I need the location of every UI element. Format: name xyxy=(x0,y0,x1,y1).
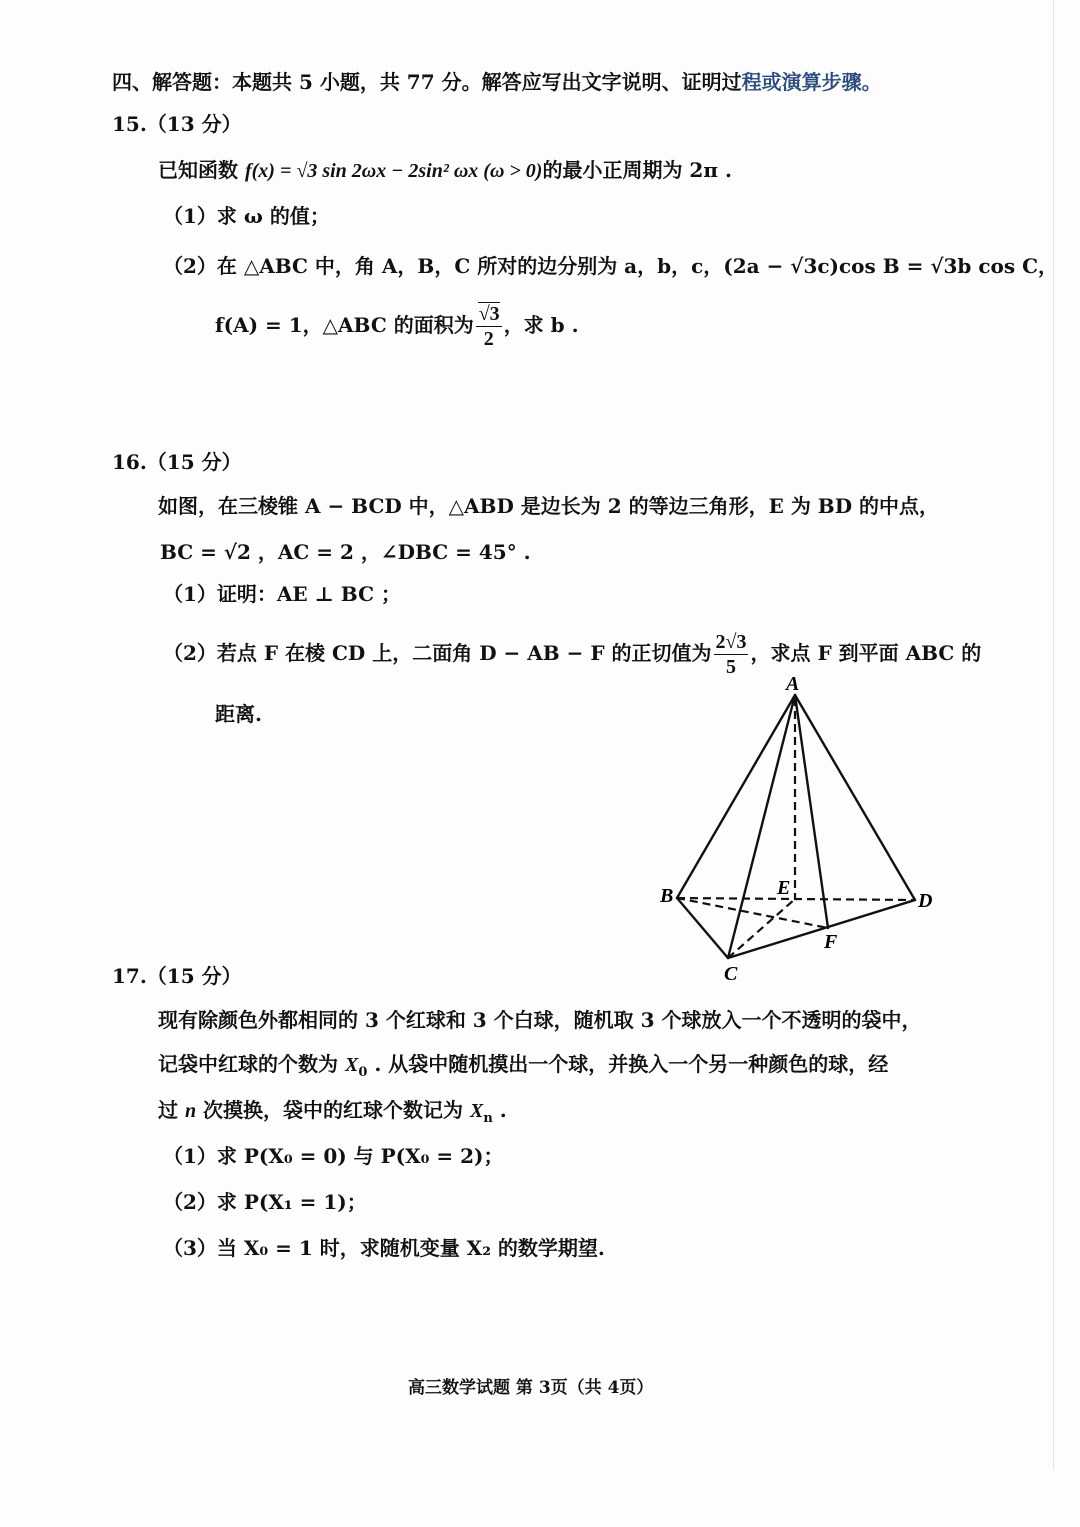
section-heading xyxy=(112,68,882,96)
q16-number: 16.（15 分） xyxy=(112,450,242,474)
q15-part2-prefix: f(A) = 1，△ABC 的面积为 xyxy=(215,313,474,337)
q17-stem-line2 xyxy=(158,1050,888,1087)
q15-number: 15.（13 分） xyxy=(112,112,242,136)
label-E: E xyxy=(777,877,791,899)
page-footer: 高三数学试题 第 3页（共 4页） xyxy=(408,1378,654,1398)
q17-stem-line3-mid: 次摸换，袋中的红球个数记为 xyxy=(196,1098,471,1122)
q17-stem-line2-prefix: 记袋中红球的个数为 xyxy=(158,1052,345,1076)
q17-stem-line2-suffix: . 从袋中随机摸出一个球，并换入一个另一种颜色的球，经 xyxy=(367,1052,889,1076)
segment-CE-hidden xyxy=(728,899,795,958)
q17-var-X-subscript: 0 xyxy=(358,1065,368,1080)
q15-formula: f(x) = √3 sin 2ωx − 2sin² ωx (ω > 0) xyxy=(244,160,543,182)
section-heading-text: 四、解答题：本题共 5 小题，共 77 分。解答应写出文字说明、证明过 xyxy=(112,70,742,94)
q16-stem-line1: 如图，在三棱锥 A − BCD 中，△ABD 是边长为 2 的等边三角形，E 为 BD 的中点， xyxy=(158,494,939,518)
q16-part1: （1）证明：AE ⊥ BC ； xyxy=(163,582,401,606)
tetrahedron-figure xyxy=(640,670,960,990)
label-A: A xyxy=(786,673,800,695)
q17-number: 17.（15 分） xyxy=(112,964,242,988)
q15-fraction xyxy=(476,302,502,351)
q16-part2-suffix: ，求点 F 到平面 ABC 的 xyxy=(750,641,982,665)
q15-stem-prefix: 已知函数 xyxy=(158,158,245,182)
q17-part1: （1）求 P(X₀ = 0) 与 P(X₀ = 2)； xyxy=(163,1144,504,1168)
q17-stem-line3-prefix: 过 xyxy=(158,1098,185,1122)
q16-stem-line2: BC = √2 ，AC = 2 ，∠DBC = 45° . xyxy=(160,540,531,564)
edge-AF xyxy=(795,695,828,928)
q15-fraction-numerator: √3 xyxy=(478,303,500,325)
q17-var-Xn-subscript: n xyxy=(483,1111,493,1126)
section-heading-tail: 程或演算步骤。 xyxy=(741,70,882,94)
q15-part1: （1）求 ω 的值； xyxy=(163,204,330,228)
label-C: C xyxy=(724,963,738,985)
q15-fraction-denominator: 2 xyxy=(483,328,494,350)
page-edge-line xyxy=(1053,0,1054,1470)
q16-part2-prefix: （2）若点 F 在棱 CD 上，二面角 D − AB − F 的正切值为 xyxy=(163,641,712,665)
q17-stem-line3 xyxy=(158,1096,507,1133)
q15-part2-line1: （2）在 △ABC 中，角 A，B，C 所对的边分别为 a，b，c，(2a − √3c)cos B = √3b cos C， xyxy=(163,254,1058,278)
edge-AB xyxy=(677,695,795,898)
q16-part2-line2: 距离. xyxy=(215,702,262,726)
q15-stem-suffix: 的最小正周期为 2π . xyxy=(542,158,732,182)
q15-part2-line2 xyxy=(215,302,579,351)
q17-part2: （2）求 P(X₁ = 1)； xyxy=(163,1190,367,1214)
q17-var-Xn: X xyxy=(470,1100,484,1122)
q15-part2-suffix: ，求 b . xyxy=(503,313,579,337)
edge-CD xyxy=(728,900,915,958)
q16-fraction-numerator: 2√3 xyxy=(715,631,747,653)
q17-var-X: X xyxy=(344,1054,359,1076)
q17-stem-line3-suffix: . xyxy=(492,1098,507,1122)
q16-fraction-denominator: 5 xyxy=(725,656,736,678)
q17-var-n: n xyxy=(184,1100,197,1122)
label-D: D xyxy=(918,890,933,912)
label-B: B xyxy=(660,885,674,907)
edge-AD xyxy=(795,695,915,900)
q15-stem xyxy=(158,156,732,185)
label-F: F xyxy=(824,931,838,953)
q17-stem-line1: 现有除颜色外都相同的 3 个红球和 3 个白球，随机取 3 个球放入一个不透明的袋中， xyxy=(158,1008,922,1032)
q17-part3: （3）当 X₀ = 1 时，求随机变量 X₂ 的数学期望. xyxy=(163,1236,605,1260)
